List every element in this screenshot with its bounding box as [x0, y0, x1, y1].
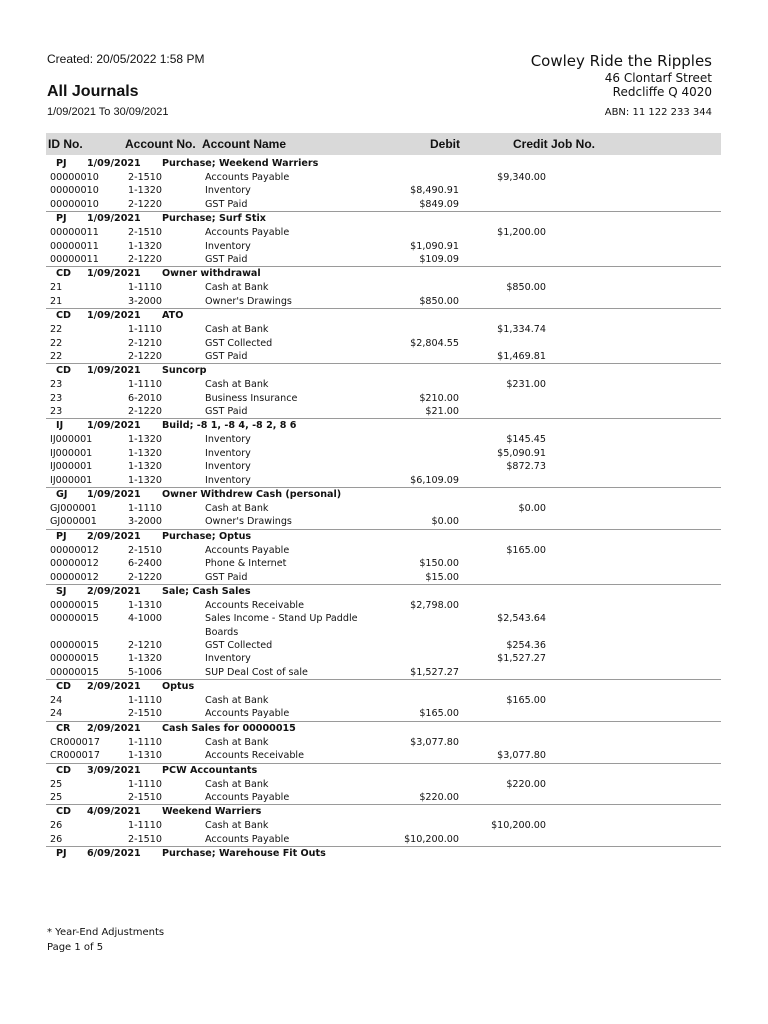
journal-date: 1/09/2021: [87, 489, 141, 501]
company-block: [531, 52, 712, 118]
line-credit: $1,469.81: [497, 350, 546, 362]
line-account-name: Accounts Payable: [205, 708, 290, 720]
journal-line: [46, 447, 721, 460]
line-account-no: 2-1510: [128, 172, 162, 183]
line-debit: $150.00: [419, 558, 459, 570]
journal-type: PJ: [56, 848, 67, 860]
line-id-no: 23: [50, 406, 63, 418]
journal-line: [46, 707, 721, 720]
line-id-no: IJ000001: [50, 461, 93, 473]
report-date-range: 1/09/2021 To 30/09/2021: [47, 106, 169, 118]
line-id-no: 00000012: [50, 571, 99, 583]
journal-entry: [46, 585, 721, 680]
journal-entry: [46, 680, 721, 722]
line-id-no: 00000010: [50, 185, 99, 197]
journal-entry-header: [46, 530, 721, 544]
line-credit: $145.45: [506, 434, 546, 446]
line-account-no: 1-1110: [128, 694, 162, 706]
line-id-no: 00000015: [50, 613, 99, 625]
line-account-no: 1-1110: [128, 820, 162, 832]
journal-line: [46, 833, 721, 846]
line-credit: $872.73: [506, 461, 546, 473]
line-account-name: Inventory: [205, 461, 251, 473]
line-id-no: 00000015: [50, 653, 99, 665]
line-id-no: 21: [50, 295, 63, 307]
line-id-no: 21: [50, 282, 63, 294]
line-debit: $850.00: [419, 295, 459, 307]
journal-line: [46, 240, 721, 253]
journal-entry-header: [46, 847, 721, 861]
line-account-name: Accounts Receivable: [205, 750, 304, 762]
journal-entry-header: [46, 764, 721, 778]
line-account-name: GST Paid: [205, 350, 248, 362]
journal-line: [46, 557, 721, 570]
company-address-line2: Redcliffe Q 4020: [612, 85, 712, 99]
line-id-no: 24: [50, 708, 63, 720]
line-debit: $2,798.00: [410, 599, 459, 611]
line-debit: $849.09: [419, 198, 459, 210]
line-credit: $0.00: [518, 503, 546, 515]
line-account-name: Owner's Drawings: [205, 295, 292, 307]
line-debit: $21.00: [425, 406, 459, 418]
journal-type: GJ: [56, 489, 68, 501]
line-account-name: GST Paid: [205, 406, 248, 418]
line-account-name: Inventory: [205, 240, 251, 252]
line-account-no: 2-1220: [128, 253, 162, 265]
journal-line: [46, 295, 721, 308]
line-account-name: GST Paid: [205, 198, 248, 210]
journal-type: SJ: [56, 585, 67, 597]
journal-list: [46, 157, 721, 861]
line-account-name: Inventory: [205, 185, 251, 197]
line-credit: $220.00: [506, 778, 546, 790]
journal-date: 1/09/2021: [87, 268, 141, 280]
column-account-no-header: Account No.: [125, 137, 196, 151]
journal-line: [46, 778, 721, 791]
line-id-no: 00000012: [50, 544, 99, 556]
line-debit: $1,090.91: [410, 240, 459, 252]
journal-line: [46, 599, 721, 612]
line-account-no: 1-1110: [128, 736, 162, 748]
journal-date: 1/09/2021: [87, 213, 141, 225]
journal-type: CR: [56, 722, 71, 734]
line-id-no: IJ000001: [50, 434, 93, 446]
journal-type: PJ: [56, 530, 67, 542]
journal-line: [46, 337, 721, 350]
line-id-no: 25: [50, 778, 63, 790]
line-account-no: 1-1110: [128, 778, 162, 790]
line-account-name: Inventory: [205, 447, 251, 459]
line-account-no: 2-1220: [128, 350, 162, 362]
journal-line: [46, 515, 721, 528]
journal-line: [46, 392, 721, 405]
line-account-no: 6-2010: [128, 392, 162, 404]
line-account-no: 2-1220: [128, 406, 162, 418]
report-title: All Journals: [47, 83, 139, 100]
line-credit: $165.00: [506, 694, 546, 706]
journal-date: 2/09/2021: [87, 722, 141, 734]
journal-line: [46, 666, 721, 679]
journal-type: PJ: [56, 213, 67, 225]
journal-line: [46, 378, 721, 391]
journal-line: [46, 323, 721, 336]
line-account-no: 2-1210: [128, 337, 162, 349]
line-account-name: Cash at Bank: [205, 379, 269, 391]
line-debit: $10,200.00: [404, 833, 459, 845]
footnote: * Year-End Adjustments: [47, 927, 165, 938]
line-debit: $3,077.80: [410, 736, 459, 748]
line-id-no: 00000011: [50, 227, 99, 239]
line-account-no: 3-2000: [128, 516, 162, 528]
line-id-no: GJ000001: [50, 503, 97, 515]
line-account-name: Accounts Payable: [205, 544, 290, 556]
line-account-name: Cash at Bank: [205, 778, 269, 790]
line-account-name: GST Collected: [205, 639, 273, 651]
journal-line: [46, 350, 721, 363]
journal-entry-header: [46, 419, 721, 433]
journal-entry-header: [46, 722, 721, 736]
journal-type: CD: [56, 365, 72, 377]
journal-type: CD: [56, 310, 72, 322]
line-account-name: Accounts Payable: [205, 172, 290, 183]
line-account-no: 2-1220: [128, 571, 162, 583]
journal-entry-header: [46, 364, 721, 378]
line-credit: $5,090.91: [497, 447, 546, 459]
journal-entry: [46, 488, 721, 530]
journal-description: PCW Accountants: [162, 764, 258, 776]
company-address-line1: 46 Clontarf Street: [604, 71, 712, 85]
journal-entry: [46, 805, 721, 847]
journal-date: 4/09/2021: [87, 806, 141, 818]
line-account-no: 1-1110: [128, 379, 162, 391]
journal-entry: [46, 157, 721, 212]
line-account-name: Owner's Drawings: [205, 516, 292, 528]
journal-line: [46, 460, 721, 473]
line-id-no: 23: [50, 392, 63, 404]
journal-entry: [46, 764, 721, 806]
line-account-name: Accounts Receivable: [205, 599, 304, 611]
line-account-name: Accounts Payable: [205, 833, 290, 845]
line-credit: $1,200.00: [497, 227, 546, 239]
journal-date: 2/09/2021: [87, 585, 141, 597]
line-id-no: 25: [50, 791, 63, 803]
journal-description: Purchase; Warehouse Fit Outs: [162, 848, 326, 860]
journal-line: [46, 791, 721, 804]
line-debit: $6,109.09: [410, 474, 459, 486]
journal-line: [46, 281, 721, 294]
line-account-no: 2-1510: [128, 544, 162, 556]
line-account-no: 1-1320: [128, 447, 162, 459]
journal-line: [46, 694, 721, 707]
journal-entry-header: [46, 157, 721, 171]
line-account-name: Accounts Payable: [205, 791, 290, 803]
created-timestamp: Created: 20/05/2022 1:58 PM: [47, 52, 205, 66]
line-account-name: GST Collected: [205, 337, 273, 349]
line-id-no: 00000012: [50, 558, 99, 570]
line-account-no: 1-1320: [128, 185, 162, 197]
journal-line: [46, 612, 721, 638]
journal-type: CD: [56, 764, 72, 776]
journal-date: 1/09/2021: [87, 365, 141, 377]
journal-type: CD: [56, 680, 72, 692]
journal-date: 2/09/2021: [87, 680, 141, 692]
line-id-no: GJ000001: [50, 516, 97, 528]
journal-entry-header: [46, 488, 721, 502]
line-id-no: 00000015: [50, 666, 99, 678]
line-account-no: 1-1310: [128, 750, 162, 762]
column-header-bar: [46, 133, 721, 155]
line-id-no: 22: [50, 324, 63, 336]
journal-description: Cash Sales for 00000015: [162, 722, 296, 734]
line-id-no: 22: [50, 337, 63, 349]
journal-line: [46, 502, 721, 515]
line-id-no: CR000017: [50, 750, 100, 762]
company-name: Cowley Ride the Ripples: [530, 52, 712, 70]
line-account-no: 2-1220: [128, 198, 162, 210]
line-account-no: 1-1320: [128, 434, 162, 446]
page-number: Page 1 of 5: [47, 942, 104, 953]
line-account-name: GST Paid: [205, 253, 248, 265]
line-id-no: CR000017: [50, 736, 100, 748]
line-account-name: Cash at Bank: [205, 736, 269, 748]
line-account-name: Cash at Bank: [205, 324, 269, 336]
line-account-name: GST Paid: [205, 571, 248, 583]
line-account-name: Inventory: [205, 434, 251, 446]
journal-entry-header: [46, 309, 721, 323]
line-id-no: IJ000001: [50, 474, 93, 486]
journal-line: [46, 198, 721, 211]
journal-line: [46, 749, 721, 762]
journal-description: Weekend Warriers: [162, 806, 262, 818]
journal-entry-header: [46, 805, 721, 819]
line-account-no: 2-1210: [128, 639, 162, 651]
line-account-no: 1-1320: [128, 474, 162, 486]
journal-line: [46, 433, 721, 446]
journal-entry-header: [46, 212, 721, 226]
line-id-no: IJ000001: [50, 447, 93, 459]
journal-entry: [46, 847, 721, 861]
line-debit: $8,490.91: [410, 185, 459, 197]
line-id-no: 00000010: [50, 172, 99, 183]
journal-entry: [46, 267, 721, 309]
line-id-no: 26: [50, 820, 63, 832]
line-credit: $165.00: [506, 544, 546, 556]
journal-line: [46, 253, 721, 266]
column-credit-job-header: Credit Job No.: [513, 137, 596, 151]
line-account-name: Cash at Bank: [205, 503, 269, 515]
journal-line: [46, 405, 721, 418]
journal-date: 1/09/2021: [87, 158, 141, 169]
line-id-no: 00000011: [50, 253, 99, 265]
line-credit: $231.00: [506, 379, 546, 391]
journal-date: 1/09/2021: [87, 420, 141, 432]
journal-entry: [46, 364, 721, 419]
line-account-name: SUP Deal Cost of sale: [205, 666, 308, 678]
journal-line: [46, 226, 721, 239]
journal-description: Build; -8 1, -8 4, -8 2, 8 6: [162, 420, 297, 432]
line-credit: $850.00: [506, 282, 546, 294]
line-account-no: 1-1320: [128, 240, 162, 252]
line-account-no: 1-1110: [128, 282, 162, 294]
journal-description: Purchase; Surf Stix: [162, 213, 266, 225]
journal-line: [46, 571, 721, 584]
journal-description: Suncorp: [162, 365, 207, 377]
company-abn: ABN: 11 122 233 344: [604, 107, 712, 118]
line-account-no: 1-1110: [128, 324, 162, 336]
journal-description: Purchase; Optus: [162, 530, 252, 542]
journal-description: Optus: [162, 680, 195, 692]
journal-entry: [46, 722, 721, 764]
line-credit: $2,543.64: [497, 613, 546, 625]
line-account-name: Inventory: [205, 653, 251, 665]
line-account-name: Inventory: [205, 474, 251, 486]
line-debit: $220.00: [419, 791, 459, 803]
line-credit: $9,340.00: [497, 172, 546, 183]
line-account-no: 2-1510: [128, 708, 162, 720]
journal-entry: [46, 530, 721, 585]
line-id-no: 00000011: [50, 240, 99, 252]
line-id-no: 00000015: [50, 599, 99, 611]
line-debit: $2,804.55: [410, 337, 459, 349]
line-credit: $3,077.80: [497, 750, 546, 762]
line-account-no: 1-1310: [128, 599, 162, 611]
journal-type: CD: [56, 806, 72, 818]
journal-description: Owner withdrawal: [162, 268, 261, 280]
journal-date: 3/09/2021: [87, 764, 141, 776]
line-debit: $0.00: [431, 516, 459, 528]
journal-line: [46, 639, 721, 652]
line-id-no: 26: [50, 833, 63, 845]
line-credit: $10,200.00: [491, 820, 546, 832]
journal-line: [46, 736, 721, 749]
journal-line: [46, 819, 721, 832]
journal-description: ATO: [162, 310, 184, 322]
journal-type: CD: [56, 268, 72, 280]
journal-type: IJ: [56, 420, 64, 432]
journal-type: PJ: [56, 158, 67, 169]
line-account-name: Business Insurance: [205, 392, 298, 404]
line-id-no: 23: [50, 379, 63, 391]
journal-date: 6/09/2021: [87, 848, 141, 860]
journal-entry: [46, 212, 721, 267]
line-debit: $165.00: [419, 708, 459, 720]
journal-date: 1/09/2021: [87, 310, 141, 322]
line-account-name: Cash at Bank: [205, 820, 269, 832]
journal-entry: [46, 419, 721, 488]
line-credit: $254.36: [506, 639, 546, 651]
journal-line: [46, 544, 721, 557]
journal-entry: [46, 309, 721, 364]
line-credit: $1,527.27: [497, 653, 546, 665]
line-account-name: Accounts Payable: [205, 227, 290, 239]
line-account-name: Cash at Bank: [205, 694, 269, 706]
line-credit: $1,334.74: [497, 324, 546, 336]
journal-entry-header: [46, 585, 721, 599]
journal-entry-header: [46, 267, 721, 281]
column-account-name-header: Account Name: [202, 137, 287, 151]
journal-description: Sale; Cash Sales: [162, 585, 251, 597]
line-account-name: Cash at Bank: [205, 282, 269, 294]
line-account-no: 2-1510: [128, 833, 162, 845]
journal-line: [46, 652, 721, 665]
line-account-name: Phone & Internet: [205, 558, 287, 570]
line-id-no: 00000010: [50, 198, 99, 210]
line-account-no: 1-1320: [128, 461, 162, 473]
line-account-no: 5-1006: [128, 666, 162, 678]
line-account-no: 3-2000: [128, 295, 162, 307]
column-debit-header: Debit: [430, 137, 460, 151]
journal-line: [46, 184, 721, 197]
line-account-no: 1-1320: [128, 653, 162, 665]
line-account-no: 4-1000: [128, 613, 162, 625]
line-account-no: 2-1510: [128, 227, 162, 239]
line-id-no: 24: [50, 694, 63, 706]
line-debit: $15.00: [425, 571, 459, 583]
line-debit: $1,527.27: [410, 666, 459, 678]
line-id-no: 22: [50, 350, 63, 362]
journal-description: Owner Withdrew Cash (personal): [162, 489, 342, 501]
line-account-name: Sales Income - Stand Up Paddle Boards: [205, 613, 358, 638]
journal-description: Purchase; Weekend Warriers: [162, 158, 319, 169]
line-debit: $210.00: [419, 392, 459, 404]
journal-line: [46, 171, 721, 184]
line-id-no: 00000015: [50, 639, 99, 651]
column-id-header: ID No.: [48, 137, 83, 151]
journal-date: 2/09/2021: [87, 530, 141, 542]
line-account-no: 2-1510: [128, 791, 162, 803]
journal-entry-header: [46, 680, 721, 694]
line-debit: $109.09: [419, 253, 459, 265]
line-account-no: 6-2400: [128, 558, 162, 570]
journal-line: [46, 474, 721, 487]
line-account-no: 1-1110: [128, 503, 162, 515]
